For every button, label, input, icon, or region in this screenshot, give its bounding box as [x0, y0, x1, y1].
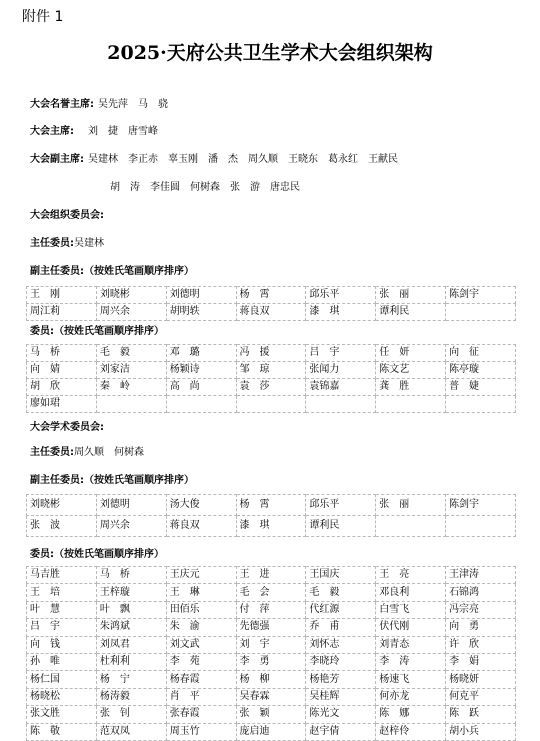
name-cell: 马 桥 — [27, 345, 97, 362]
name-cell: 刘 宇 — [236, 636, 306, 653]
acad-director-label: 主任委员: — [30, 447, 74, 458]
name-cell: 王 琳 — [166, 584, 236, 601]
name-cell: 周江莉 — [27, 304, 97, 321]
name-cell: 刘文武 — [166, 636, 236, 653]
name-cell: 朱鸿斌 — [96, 619, 166, 636]
name-cell: 张 波 — [27, 516, 97, 537]
table-row — [27, 688, 516, 705]
vice-chair-names-2: 胡 涛 李佳圆 何树森 张 游 唐忠民 — [110, 182, 300, 193]
name-cell: 许 欣 — [446, 636, 516, 653]
name-cell: 杨 柳 — [236, 671, 306, 688]
name-cell: 叶 飘 — [96, 601, 166, 618]
acad-vice-table — [26, 494, 516, 537]
name-cell: 王津涛 — [446, 567, 516, 584]
name-cell: 邓 璐 — [166, 345, 236, 362]
vice-chair-label: 大会副主席: — [30, 154, 84, 165]
table-row — [27, 653, 516, 670]
name-cell: 王 刚 — [27, 287, 97, 304]
org-committee-heading: 大会组织委员会: — [30, 210, 104, 221]
name-cell — [166, 396, 236, 413]
name-cell: 白雪飞 — [376, 601, 446, 618]
name-cell: 李 涛 — [376, 653, 446, 670]
name-cell: 袁锦嘉 — [306, 379, 376, 396]
name-cell: 蒋良双 — [166, 516, 236, 537]
acad-director-line — [30, 443, 144, 458]
name-cell: 向 征 — [446, 345, 516, 362]
name-cell: 肖 平 — [166, 688, 236, 705]
name-cell: 杨颖诗 — [166, 362, 236, 379]
name-cell: 谭利民 — [306, 516, 376, 537]
name-cell: 邱乐平 — [306, 287, 376, 304]
name-cell: 吴春霖 — [236, 688, 306, 705]
name-cell: 孙 唯 — [27, 653, 97, 670]
name-cell — [446, 396, 516, 413]
acad-committee-heading: 大会学术委员会: — [30, 422, 104, 433]
table-row — [27, 584, 516, 601]
name-cell: 赵宇倩 — [306, 723, 376, 740]
org-member-heading: 委员:（按姓氏笔画顺序排序） — [30, 326, 164, 337]
name-cell: 张 丽 — [376, 287, 446, 304]
name-cell: 周兴余 — [96, 304, 166, 321]
name-cell — [446, 516, 516, 537]
name-cell: 李 娟 — [446, 653, 516, 670]
table-row — [27, 362, 516, 379]
org-vice-heading: 副主任委员:（按姓氏笔画顺序排序） — [30, 266, 194, 277]
name-cell: 张 丽 — [376, 495, 446, 516]
name-cell: 谭利民 — [376, 304, 446, 321]
name-cell: 杨 宁 — [96, 671, 166, 688]
name-cell: 付 萍 — [236, 601, 306, 618]
name-cell: 邹 琼 — [236, 362, 306, 379]
name-cell — [236, 396, 306, 413]
table-row — [27, 495, 516, 516]
name-cell: 杨 霄 — [236, 495, 306, 516]
name-cell: 范双凤 — [96, 723, 166, 740]
table-row — [27, 619, 516, 636]
page-title: 2025·天府公共卫生学术大会组织架构 — [107, 42, 433, 64]
chair-line — [30, 122, 158, 137]
name-cell: 乔 甫 — [306, 619, 376, 636]
name-cell: 王 进 — [236, 567, 306, 584]
name-cell: 任 妍 — [376, 345, 446, 362]
table-row — [27, 396, 516, 413]
acad-member-heading: 委员:（按姓氏笔画顺序排序） — [30, 549, 164, 560]
name-cell: 刘家洁 — [96, 362, 166, 379]
name-cell: 蒋良双 — [236, 304, 306, 321]
name-cell: 田佰乐 — [166, 601, 236, 618]
name-cell: 龚 胜 — [376, 379, 446, 396]
org-director-line — [30, 234, 104, 249]
name-cell: 陈剑宇 — [446, 495, 516, 516]
honorary-chair-names: 吴先萍 马 骁 — [98, 99, 168, 110]
name-cell: 陈 敬 — [27, 723, 97, 740]
name-cell: 廖如珺 — [27, 396, 97, 413]
table-row — [27, 516, 516, 537]
name-cell: 马吉胜 — [27, 567, 97, 584]
name-cell: 刘晓彬 — [96, 287, 166, 304]
name-cell: 杨晓松 — [27, 688, 97, 705]
name-cell: 吕 宇 — [27, 619, 97, 636]
name-cell: 刘怀志 — [306, 636, 376, 653]
name-cell: 漆 琪 — [306, 304, 376, 321]
name-cell: 刘青态 — [376, 636, 446, 653]
name-cell: 漆 琪 — [236, 516, 306, 537]
table-row — [27, 345, 516, 362]
name-cell: 叶 慧 — [27, 601, 97, 618]
org-director-label: 主任委员: — [30, 238, 74, 249]
name-cell: 秦 岭 — [96, 379, 166, 396]
honorary-chair-label: 大会名誉主席: — [30, 99, 94, 110]
name-cell — [306, 396, 376, 413]
name-cell: 向 钱 — [27, 636, 97, 653]
name-cell: 先德强 — [236, 619, 306, 636]
org-vice-table — [26, 286, 516, 321]
acad-member-table — [26, 566, 516, 741]
name-cell: 刘晓彬 — [27, 495, 97, 516]
vice-chair-line — [30, 150, 398, 165]
name-cell: 杜利利 — [96, 653, 166, 670]
name-cell: 汤大俊 — [166, 495, 236, 516]
name-cell: 王 亮 — [376, 567, 446, 584]
name-cell: 吕 宇 — [306, 345, 376, 362]
table-row — [27, 287, 516, 304]
name-cell: 邓良利 — [376, 584, 446, 601]
vice-chair-names-1: 吴建林 李正赤 辜玉刚 潘 杰 周久顺 王晓东 葛永红 王献民 — [88, 154, 398, 165]
name-cell: 庞启迪 — [236, 723, 306, 740]
name-cell: 高 尚 — [166, 379, 236, 396]
name-cell: 刘德明 — [96, 495, 166, 516]
attachment-label: 附件 1 — [22, 9, 64, 25]
name-cell — [376, 396, 446, 413]
name-cell: 陈 娜 — [376, 706, 446, 723]
name-cell: 李 苑 — [166, 653, 236, 670]
name-cell: 张春霞 — [166, 706, 236, 723]
name-cell — [446, 304, 516, 321]
honorary-chair-line — [30, 95, 168, 110]
table-row — [27, 706, 516, 723]
name-cell: 杨速飞 — [376, 671, 446, 688]
name-cell: 何亦龙 — [376, 688, 446, 705]
name-cell: 冯宗亮 — [446, 601, 516, 618]
org-director-names: 吴建林 — [74, 238, 104, 249]
name-cell: 陈亭璇 — [446, 362, 516, 379]
name-cell: 王 培 — [27, 584, 97, 601]
table-row — [27, 636, 516, 653]
name-cell: 王庆元 — [166, 567, 236, 584]
name-cell: 张 钊 — [96, 706, 166, 723]
acad-vice-heading: 副主任委员:（按姓氏笔画顺序排序） — [30, 475, 194, 486]
chair-names: 刘 捷 唐雪峰 — [78, 126, 158, 137]
name-cell: 杨春霞 — [166, 671, 236, 688]
table-row — [27, 304, 516, 321]
name-cell: 王梓璇 — [96, 584, 166, 601]
name-cell: 周兴余 — [96, 516, 166, 537]
name-cell: 李晓玲 — [306, 653, 376, 670]
name-cell: 陈文艺 — [376, 362, 446, 379]
name-cell: 陈 跃 — [446, 706, 516, 723]
name-cell: 伏代刚 — [376, 619, 446, 636]
name-cell: 杨艳芳 — [306, 671, 376, 688]
name-cell: 袁 莎 — [236, 379, 306, 396]
name-cell: 张 颖 — [236, 706, 306, 723]
acad-director-names: 周久顺 何树森 — [74, 447, 144, 458]
table-row — [27, 379, 516, 396]
name-cell: 普 婕 — [446, 379, 516, 396]
name-cell: 张文胜 — [27, 706, 97, 723]
name-cell: 胡 欣 — [27, 379, 97, 396]
name-cell: 刘凤君 — [96, 636, 166, 653]
name-cell: 石锦鸿 — [446, 584, 516, 601]
name-cell: 赵梓伶 — [376, 723, 446, 740]
name-cell — [376, 516, 446, 537]
name-cell: 张闻力 — [306, 362, 376, 379]
name-cell: 胡小兵 — [446, 723, 516, 740]
name-cell: 毛 会 — [236, 584, 306, 601]
name-cell: 李 勇 — [236, 653, 306, 670]
name-cell: 胡明轶 — [166, 304, 236, 321]
name-cell: 毛 毅 — [96, 345, 166, 362]
org-member-table — [26, 344, 516, 413]
name-cell: 代红源 — [306, 601, 376, 618]
table-row — [27, 567, 516, 584]
name-cell: 冯 援 — [236, 345, 306, 362]
name-cell: 周玉竹 — [166, 723, 236, 740]
chair-label: 大会主席: — [30, 126, 74, 137]
name-cell: 刘德明 — [166, 287, 236, 304]
name-cell: 向 婧 — [27, 362, 97, 379]
name-cell: 向 勇 — [446, 619, 516, 636]
table-row — [27, 601, 516, 618]
name-cell: 王国庆 — [306, 567, 376, 584]
name-cell — [96, 396, 166, 413]
name-cell: 杨晓妍 — [446, 671, 516, 688]
name-cell: 马 桥 — [96, 567, 166, 584]
name-cell: 陈剑宇 — [446, 287, 516, 304]
name-cell: 吴桂辉 — [306, 688, 376, 705]
name-cell: 朱 渝 — [166, 619, 236, 636]
name-cell: 陈光文 — [306, 706, 376, 723]
name-cell: 杨 霄 — [236, 287, 306, 304]
name-cell: 邱乐平 — [306, 495, 376, 516]
table-row — [27, 671, 516, 688]
name-cell: 毛 毅 — [306, 584, 376, 601]
name-cell: 何克平 — [446, 688, 516, 705]
name-cell: 杨仁国 — [27, 671, 97, 688]
name-cell: 杨涛毅 — [96, 688, 166, 705]
